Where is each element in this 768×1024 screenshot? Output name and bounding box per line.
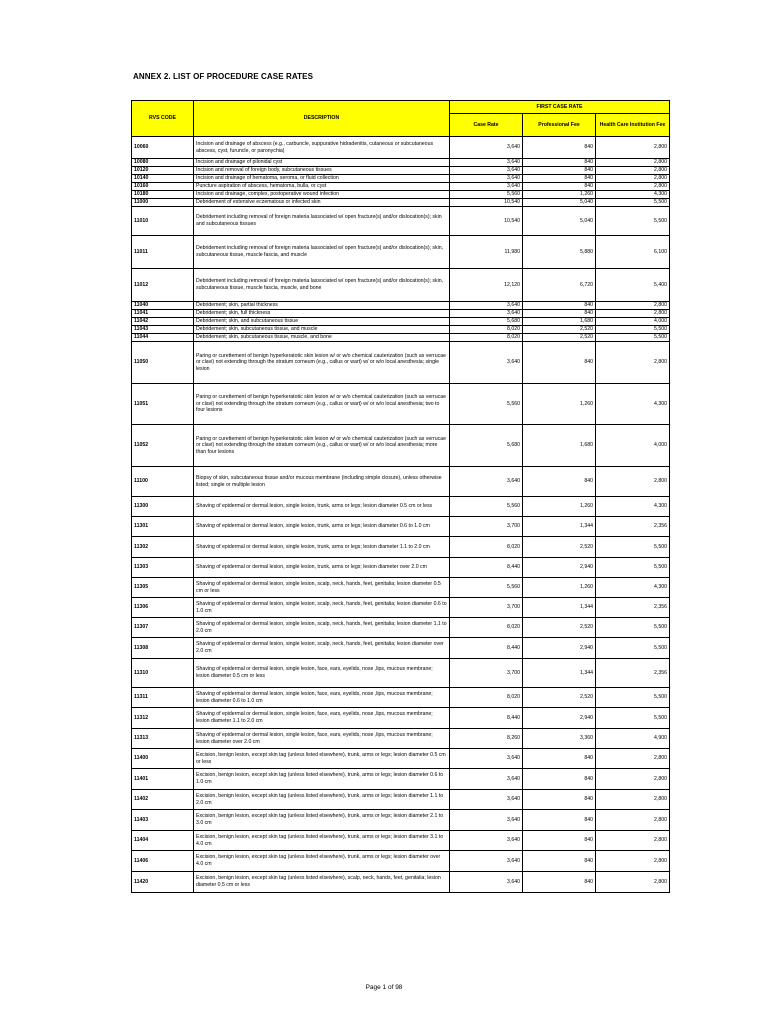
case-rate-cell: 3,640 <box>450 831 523 851</box>
rvs-code-cell: 11011 <box>132 236 194 269</box>
case-rate-cell: 3,640 <box>450 175 523 183</box>
hci-fee-cell: 2,800 <box>596 137 670 159</box>
rvs-code-cell: 11044 <box>132 334 194 342</box>
description-cell: Debridement including removal of foreign materia lassociated w/ open fracture(s) and/or dislocation(s); skin, subcutaneous tissue, muscle fascia, muscle, and bone <box>194 269 450 302</box>
description-cell: Incision and drainage of abscess (e.g., carbuncle, suppurative hidradenitis, cutaneous or subcutaneous abscess, cyst, furuncle, or paronychia) <box>194 137 450 159</box>
professional-fee-cell: 2,520 <box>523 618 596 638</box>
description-cell: Excision, benign lesion, except skin tag (unless listed elsewhere), trunk, arms or legs; lesion diameter 1.1 to 2.0 cm <box>194 790 450 810</box>
case-rate-cell: 8,260 <box>450 729 523 749</box>
rvs-code-cell: 11307 <box>132 618 194 638</box>
table-row <box>132 191 670 199</box>
description-cell: Shaving of epidermal or dermal lesion, single lesion, face, ears, eyelids, nose ,lips, mucous membrane; lesion diameter over 2.0 cm <box>194 729 450 749</box>
hci-fee-cell: 5,500 <box>596 638 670 659</box>
hci-fee-cell: 6,100 <box>596 236 670 269</box>
hci-fee-cell: 5,400 <box>596 269 670 302</box>
rvs-code-cell: 10120 <box>132 167 194 175</box>
hci-fee-header: Health Care Institution Fee <box>596 114 670 137</box>
rvs-code-cell: 10140 <box>132 175 194 183</box>
rvs-code-cell: 11301 <box>132 517 194 537</box>
description-cell: Shaving of epidermal or dermal lesion, single lesion, scalp, neck, hands, feet, genitalia; lesion diameter over 2.0 cm <box>194 638 450 659</box>
professional-fee-cell: 1,680 <box>523 425 596 467</box>
professional-fee-cell: 2,520 <box>523 688 596 708</box>
table-row <box>132 558 670 578</box>
rvs-code-cell: 11306 <box>132 598 194 618</box>
table-row <box>132 318 670 326</box>
rvs-code-cell: 11311 <box>132 688 194 708</box>
rvs-code-cell: 11300 <box>132 497 194 517</box>
professional-fee-cell: 840 <box>523 872 596 893</box>
description-cell: Debridement; skin, subcutaneous tissue, and muscle <box>194 326 450 334</box>
professional-fee-cell: 840 <box>523 342 596 384</box>
rvs-code-cell: 10180 <box>132 191 194 199</box>
case-rate-cell: 8,440 <box>450 558 523 578</box>
professional-fee-cell: 840 <box>523 769 596 790</box>
rvs-code-cell: 11050 <box>132 342 194 384</box>
description-cell: Paring or curettement of benign hyperkeratotic skin lesion w/ or w/o chemical cauterization (such as verrucae or clavi) not extending through the stratum corneum (e.g., callus or wart) w/ or w/o local anesthesia; two to four lesions <box>194 384 450 425</box>
table-row <box>132 831 670 851</box>
rvs-code-cell: 11043 <box>132 326 194 334</box>
description-cell: Debridement including removal of foreign materia lassociated w/ open fracture(s) and/or dislocation(s); skin, subcutaneous tissue, muscle fascia, and muscle <box>194 236 450 269</box>
professional-fee-cell: 840 <box>523 159 596 167</box>
table-header <box>132 101 670 137</box>
description-cell: Excision, benign lesion, except skin tag (unless listed elsewhere), trunk, arms or legs; lesion diameter over 4.0 cm <box>194 851 450 872</box>
hci-fee-cell: 4,300 <box>596 384 670 425</box>
hci-fee-cell: 5,500 <box>596 199 670 207</box>
description-cell: Debridement of extensive eczematous or infected skin <box>194 199 450 207</box>
professional-fee-cell: 5,040 <box>523 207 596 236</box>
case-rate-cell: 3,640 <box>450 872 523 893</box>
case-rate-cell: 3,640 <box>450 467 523 497</box>
rvs-code-cell: 11402 <box>132 790 194 810</box>
hci-fee-cell: 5,500 <box>596 326 670 334</box>
description-cell: Puncture aspiration of abscess, hematoma, bulla, or cyst <box>194 183 450 191</box>
professional-fee-cell: 1,344 <box>523 598 596 618</box>
table-body <box>132 137 670 893</box>
rvs-code-cell: 11000 <box>132 199 194 207</box>
hci-fee-cell: 2,800 <box>596 467 670 497</box>
professional-fee-cell: 840 <box>523 831 596 851</box>
professional-fee-cell: 840 <box>523 137 596 159</box>
rvs-code-cell: 11100 <box>132 467 194 497</box>
hci-fee-cell: 5,500 <box>596 207 670 236</box>
case-rate-cell: 3,640 <box>450 137 523 159</box>
hci-fee-cell: 2,800 <box>596 790 670 810</box>
table-row <box>132 175 670 183</box>
table-row <box>132 137 670 159</box>
professional-fee-cell: 840 <box>523 175 596 183</box>
description-cell: Debridement; skin, partial thickness <box>194 302 450 310</box>
hci-fee-cell: 4,000 <box>596 425 670 467</box>
professional-fee-cell: 840 <box>523 167 596 175</box>
case-rate-cell: 8,020 <box>450 334 523 342</box>
description-cell: Shaving of epidermal or dermal lesion, single lesion, scalp, neck, hands, feet, genitalia; lesion diameter 1.1 to 2.0 cm <box>194 618 450 638</box>
table-row <box>132 302 670 310</box>
rvs-code-cell: 10080 <box>132 159 194 167</box>
rvs-code-cell: 11041 <box>132 310 194 318</box>
table-row <box>132 199 670 207</box>
case-rate-cell: 5,560 <box>450 497 523 517</box>
rvs-code-cell: 10160 <box>132 183 194 191</box>
professional-fee-cell: 840 <box>523 183 596 191</box>
rvs-code-cell: 11310 <box>132 659 194 688</box>
table-row <box>132 851 670 872</box>
rvs-code-cell: 11051 <box>132 384 194 425</box>
description-cell: Incision and drainage of hematoma, seroma, or fluid collection <box>194 175 450 183</box>
table-row <box>132 598 670 618</box>
professional-fee-cell: 1,260 <box>523 497 596 517</box>
hci-fee-cell: 2,356 <box>596 659 670 688</box>
table-row <box>132 708 670 729</box>
rvs-code-cell: 11313 <box>132 729 194 749</box>
description-cell: Excision, benign lesion, except skin tag (unless listed elsewhere), trunk, arms or legs; lesion diameter 3.1 to 4.0 cm <box>194 831 450 851</box>
professional-fee-cell: 1,344 <box>523 517 596 537</box>
description-cell: Excision, benign lesion, except skin tag (unless listed elsewhere), trunk, arms or legs; lesion diameter 0.5 cm or less <box>194 749 450 769</box>
rvs-code-cell: 11403 <box>132 810 194 831</box>
hci-fee-cell: 2,356 <box>596 598 670 618</box>
rvs-code-cell: 11401 <box>132 769 194 790</box>
hci-fee-cell: 2,800 <box>596 872 670 893</box>
hci-fee-cell: 4,300 <box>596 578 670 598</box>
table-row <box>132 810 670 831</box>
hci-fee-cell: 2,800 <box>596 831 670 851</box>
description-cell: Debridement; skin, full thickness <box>194 310 450 318</box>
rvs-code-cell: 11010 <box>132 207 194 236</box>
case-rate-cell: 3,640 <box>450 851 523 872</box>
table-row <box>132 236 670 269</box>
hci-fee-cell: 4,900 <box>596 729 670 749</box>
description-cell: Shaving of epidermal or dermal lesion, single lesion, scalp, neck, hands, feet, genitalia; lesion diameter 0.5 cm or less <box>194 578 450 598</box>
table-row <box>132 207 670 236</box>
case-rate-cell: 3,640 <box>450 310 523 318</box>
hci-fee-cell: 5,500 <box>596 708 670 729</box>
rvs-code-cell: 11404 <box>132 831 194 851</box>
case-rate-cell: 3,700 <box>450 598 523 618</box>
hci-fee-cell: 5,500 <box>596 537 670 558</box>
table-row <box>132 326 670 334</box>
hci-fee-cell: 2,800 <box>596 302 670 310</box>
professional-fee-cell: 840 <box>523 310 596 318</box>
table-row <box>132 659 670 688</box>
professional-fee-cell: 840 <box>523 851 596 872</box>
hci-fee-cell: 4,300 <box>596 191 670 199</box>
table-row <box>132 310 670 318</box>
case-rate-cell: 10,540 <box>450 207 523 236</box>
table-row <box>132 618 670 638</box>
table-row <box>132 638 670 659</box>
rvs-code-cell: 11400 <box>132 749 194 769</box>
case-rate-cell: 3,640 <box>450 342 523 384</box>
case-rates-table <box>131 100 670 893</box>
table-row <box>132 425 670 467</box>
hci-fee-cell: 2,800 <box>596 159 670 167</box>
hci-fee-cell: 2,800 <box>596 810 670 831</box>
case-rate-cell: 10,540 <box>450 199 523 207</box>
description-cell: Shaving of epidermal or dermal lesion, single lesion, trunk, arms or legs; lesion diameter 0.5 cm or less <box>194 497 450 517</box>
description-cell: Excision, benign lesion, except skin tag (unless listed elsewhere), trunk, arms or legs; lesion diameter 2.1 to 3.0 cm <box>194 810 450 831</box>
hci-fee-cell: 2,800 <box>596 175 670 183</box>
professional-fee-cell: 840 <box>523 467 596 497</box>
hci-fee-cell: 2,800 <box>596 310 670 318</box>
hci-fee-cell: 5,500 <box>596 558 670 578</box>
rvs-code-cell: 10060 <box>132 137 194 159</box>
table-row <box>132 790 670 810</box>
table-row <box>132 183 670 191</box>
hci-fee-cell: 4,300 <box>596 497 670 517</box>
description-cell: Biopsy of skin, subcutaneous tissue and/or mucous membrane (including simple closure), unless otherwise listed; single or multiple lesion <box>194 467 450 497</box>
table-row <box>132 729 670 749</box>
page-footer: Page 1 of 98 <box>365 984 403 991</box>
case-rate-cell: 3,700 <box>450 659 523 688</box>
table-row <box>132 159 670 167</box>
hci-fee-cell: 2,800 <box>596 167 670 175</box>
professional-fee-cell: 5,040 <box>523 199 596 207</box>
professional-fee-cell: 840 <box>523 749 596 769</box>
description-cell: Debridement; skin, and subcutaneous tissue <box>194 318 450 326</box>
professional-fee-cell: 840 <box>523 790 596 810</box>
case-rate-cell: 5,680 <box>450 318 523 326</box>
professional-fee-cell: 1,260 <box>523 191 596 199</box>
description-cell: Excision, benign lesion, except skin tag (unless listed elsewhere), trunk, arms or legs; lesion diameter 0.6 to 1.0 cm <box>194 769 450 790</box>
hci-fee-cell: 5,500 <box>596 334 670 342</box>
description-cell: Incision and drainage, complex, postoperative wound infection <box>194 191 450 199</box>
professional-fee-header: Professional Fee <box>523 114 596 137</box>
case-rate-cell: 5,560 <box>450 578 523 598</box>
table-row <box>132 467 670 497</box>
table-row <box>132 578 670 598</box>
case-rate-cell: 5,560 <box>450 384 523 425</box>
professional-fee-cell: 2,520 <box>523 537 596 558</box>
rvs-code-cell: 11406 <box>132 851 194 872</box>
table-row <box>132 517 670 537</box>
professional-fee-cell: 1,344 <box>523 659 596 688</box>
rvs-code-cell: 11312 <box>132 708 194 729</box>
case-rate-cell: 3,640 <box>450 302 523 310</box>
case-rate-cell: 8,020 <box>450 537 523 558</box>
hci-fee-cell: 2,800 <box>596 749 670 769</box>
case-rate-cell: 3,700 <box>450 517 523 537</box>
table-row <box>132 688 670 708</box>
rvs-code-cell: 11040 <box>132 302 194 310</box>
table-row <box>132 384 670 425</box>
description-cell: Shaving of epidermal or dermal lesion, single lesion, face, ears, eyelids, nose ,lips, mucous membrane; lesion diameter 1.1 to 2.0 cm <box>194 708 450 729</box>
professional-fee-cell: 5,880 <box>523 236 596 269</box>
case-rate-cell: 5,680 <box>450 425 523 467</box>
professional-fee-cell: 2,940 <box>523 558 596 578</box>
case-rate-cell: 8,440 <box>450 708 523 729</box>
case-rate-cell: 3,640 <box>450 790 523 810</box>
professional-fee-cell: 2,520 <box>523 326 596 334</box>
professional-fee-cell: 840 <box>523 302 596 310</box>
table-row <box>132 342 670 384</box>
hci-fee-cell: 2,800 <box>596 769 670 790</box>
hci-fee-cell: 2,356 <box>596 517 670 537</box>
description-cell: Excision, benign lesion, except skin tag (unless listed elsewhere), scalp, neck, hands, feet, genitalia; lesion diameter 0.5 cm or less <box>194 872 450 893</box>
rvs-code-cell: 11305 <box>132 578 194 598</box>
hci-fee-cell: 5,500 <box>596 618 670 638</box>
table-row <box>132 334 670 342</box>
professional-fee-cell: 1,680 <box>523 318 596 326</box>
table-row <box>132 269 670 302</box>
professional-fee-cell: 2,940 <box>523 708 596 729</box>
case-rate-cell: 3,640 <box>450 749 523 769</box>
description-cell: Paring or curettement of benign hyperkeratotic skin lesion w/ or w/o chemical cauterization (such as verrucae or clavi) not extending through the stratum corneum (e.g., callus or wart) w/ or w/o local anesthesia; single lesion <box>194 342 450 384</box>
case-rate-cell: 12,120 <box>450 269 523 302</box>
professional-fee-cell: 840 <box>523 810 596 831</box>
hci-fee-cell: 2,800 <box>596 342 670 384</box>
rvs-code-cell: 11052 <box>132 425 194 467</box>
description-cell: Debridement including removal of foreign materia lassociated w/ open fracture(s) and/or dislocation(s); skin and subcutaneous tissues <box>194 207 450 236</box>
table-row <box>132 497 670 517</box>
rvs-code-cell: 11420 <box>132 872 194 893</box>
rvs-code-cell: 11308 <box>132 638 194 659</box>
professional-fee-cell: 2,940 <box>523 638 596 659</box>
case-rate-header: Case Rate <box>450 114 523 137</box>
case-rate-cell: 3,640 <box>450 810 523 831</box>
table-row <box>132 167 670 175</box>
professional-fee-cell: 3,360 <box>523 729 596 749</box>
description-cell: Incision and drainage of pilonidal cyst <box>194 159 450 167</box>
description-cell: Shaving of epidermal or dermal lesion, single lesion, trunk, arms or legs; lesion diameter 0.6 to 1.0 cm <box>194 517 450 537</box>
rvs-code-header: RVS CODE <box>132 101 194 137</box>
case-rate-cell: 8,020 <box>450 326 523 334</box>
table-row <box>132 872 670 893</box>
case-rate-cell: 3,640 <box>450 159 523 167</box>
professional-fee-cell: 1,260 <box>523 384 596 425</box>
description-cell: Shaving of epidermal or dermal lesion, single lesion, scalp, neck, hands, feet, genitalia; lesion diameter 0.6 to 1.0 cm <box>194 598 450 618</box>
description-cell: Debridement; skin, subcutaneous tissue, muscle, and bone <box>194 334 450 342</box>
rvs-code-cell: 11012 <box>132 269 194 302</box>
description-cell: Shaving of epidermal or dermal lesion, single lesion, trunk, arms or legs; lesion diameter over 2.0 cm <box>194 558 450 578</box>
description-cell: Incision and removal of foreign body, subcutaneous tissues <box>194 167 450 175</box>
hci-fee-cell: 2,800 <box>596 851 670 872</box>
description-cell: Shaving of epidermal or dermal lesion, single lesion, face, ears, eyelids, nose ,lips, mucous membrane; lesion diameter 0.5 cm or less <box>194 659 450 688</box>
case-rate-cell: 8,020 <box>450 618 523 638</box>
table-row <box>132 537 670 558</box>
hci-fee-cell: 2,800 <box>596 183 670 191</box>
case-rate-cell: 3,640 <box>450 167 523 175</box>
case-rate-cell: 5,560 <box>450 191 523 199</box>
rvs-code-cell: 11302 <box>132 537 194 558</box>
rvs-code-cell: 11042 <box>132 318 194 326</box>
hci-fee-cell: 5,500 <box>596 688 670 708</box>
document-title: ANNEX 2. LIST OF PROCEDURE CASE RATES <box>133 72 314 81</box>
description-header: DESCRIPTION <box>194 101 450 137</box>
case-rate-cell: 8,020 <box>450 688 523 708</box>
first-case-rate-header: FIRST CASE RATE <box>450 101 670 114</box>
professional-fee-cell: 6,720 <box>523 269 596 302</box>
description-cell: Shaving of epidermal or dermal lesion, single lesion, face, ears, eyelids, nose ,lips, mucous membrane; lesion diameter 0.6 to 1.0 cm <box>194 688 450 708</box>
case-rate-cell: 3,640 <box>450 183 523 191</box>
case-rate-cell: 3,640 <box>450 769 523 790</box>
description-cell: Paring or curettement of benign hyperkeratotic skin lesion w/ or w/o chemical cauterization (such as verrucae or clavi) not extending through the stratum corneum (e.g., callus or wart) w/ or w/o local anesthesia; more than four lesions <box>194 425 450 467</box>
professional-fee-cell: 1,260 <box>523 578 596 598</box>
professional-fee-cell: 2,520 <box>523 334 596 342</box>
description-cell: Shaving of epidermal or dermal lesion, single lesion, trunk, arms or legs; lesion diameter 1.1 to 2.0 cm <box>194 537 450 558</box>
table-row <box>132 769 670 790</box>
case-rate-cell: 11,980 <box>450 236 523 269</box>
case-rate-cell: 8,440 <box>450 638 523 659</box>
hci-fee-cell: 4,000 <box>596 318 670 326</box>
table-row <box>132 749 670 769</box>
rvs-code-cell: 11303 <box>132 558 194 578</box>
